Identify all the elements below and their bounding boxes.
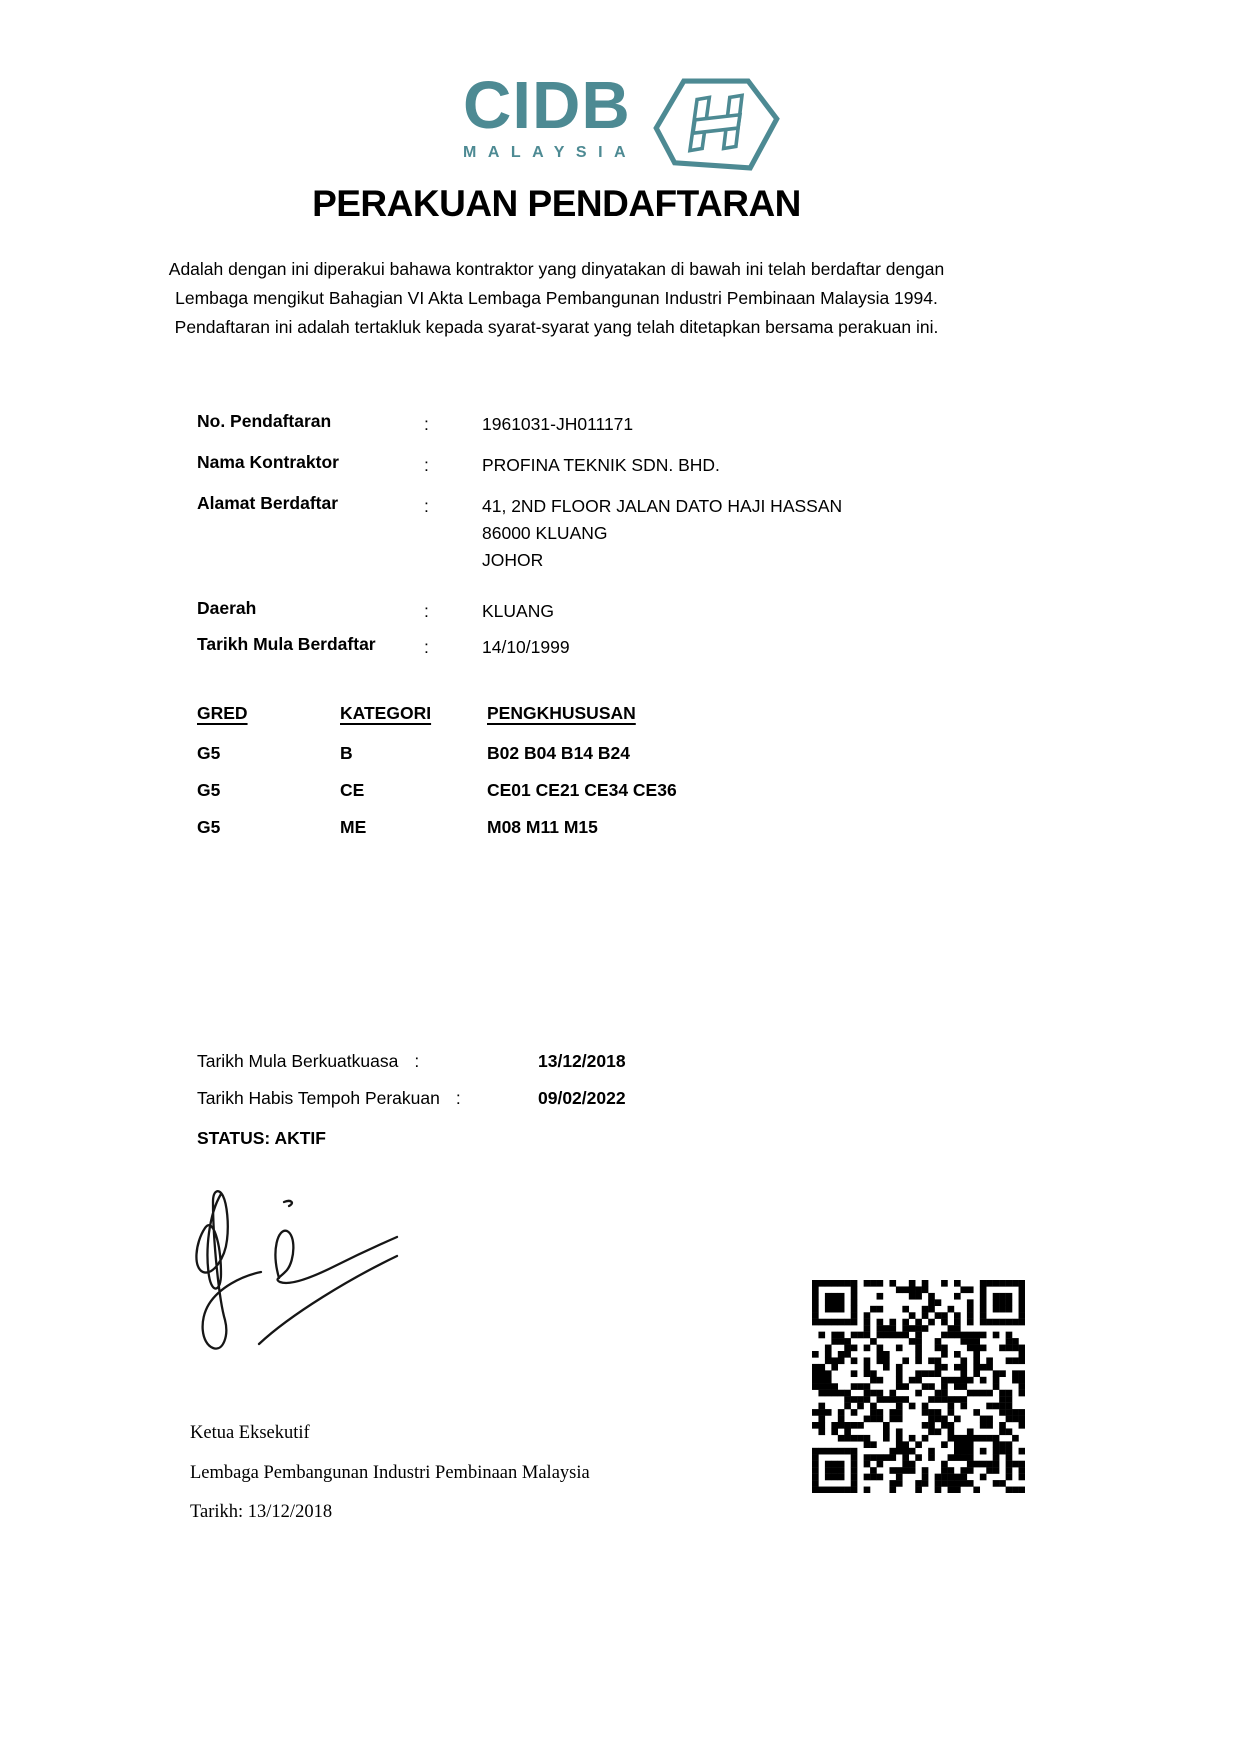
address-line: JOHOR — [482, 550, 544, 570]
cell-gred: G5 — [197, 743, 221, 763]
cell-pengkhususan: B02 B04 B14 B24 — [487, 743, 630, 763]
field-label: Tarikh Mula Berdaftar — [197, 634, 376, 654]
validity-label: Tarikh Mula Berkuatkuasa : — [197, 1051, 420, 1071]
validity-colon: : — [414, 1051, 420, 1071]
cell-kategori: ME — [340, 817, 367, 837]
field-colon: : — [424, 414, 429, 434]
intro-line: Lembaga mengikut Bahagian VI Akta Lembaga Pembangunan Industri Pembinaan Malaysia 1994. — [175, 288, 938, 308]
cell-pengkhususan: CE01 CE21 CE34 CE36 — [487, 780, 677, 800]
field-label: Daerah — [197, 598, 257, 618]
cidb-logo-text: CIDB — [463, 68, 631, 143]
intro-line: Pendaftaran ini adalah tertakluk kepada syarat-syarat yang telah ditetapkan bersama perakuan ini. — [174, 317, 939, 337]
field-value: 14/10/1999 — [482, 637, 570, 657]
cell-kategori: CE — [340, 780, 365, 800]
page-title: PERAKUAN PENDAFTARAN — [312, 183, 801, 224]
cidb-logo — [463, 68, 638, 161]
intro-line: Adalah dengan ini diperakui bahawa kontraktor yang dinyatakan di bawah ini telah berdaftar dengan — [168, 259, 945, 279]
status-line: STATUS: AKTIF — [197, 1128, 326, 1148]
field-value: KLUANG — [482, 601, 554, 621]
field-value: 1961031-JH011171 — [482, 414, 634, 434]
cidb-hexagon-icon — [653, 78, 781, 177]
field-label: Alamat Berdaftar — [197, 493, 339, 513]
field-colon: : — [424, 455, 429, 475]
qr-code — [812, 1280, 1025, 1493]
signer-title: Ketua Eksekutif — [190, 1423, 310, 1443]
column-header-kategori: KATEGORI — [340, 703, 432, 723]
column-header-pengkhususan: PENGKHUSUSAN — [487, 703, 636, 723]
field-colon: : — [424, 496, 429, 516]
intro-paragraph — [0, 255, 1113, 342]
issue-date: Tarikh: 13/12/2018 — [190, 1502, 333, 1522]
column-header-gred: GRED — [197, 703, 248, 723]
validity-value: 13/12/2018 — [538, 1051, 626, 1071]
validity-colon: : — [455, 1088, 461, 1108]
field-colon: : — [424, 637, 429, 657]
cell-gred: G5 — [197, 817, 221, 837]
address-line: 41, 2ND FLOOR JALAN DATO HAJI HASSAN — [482, 496, 843, 516]
cell-gred: G5 — [197, 780, 221, 800]
field-label: Nama Kontraktor — [197, 452, 339, 472]
address-line: 86000 KLUANG — [482, 523, 608, 543]
field-colon: : — [424, 601, 429, 621]
cidb-logo-subtext: MALAYSIA — [463, 144, 638, 161]
signature-image — [183, 1180, 418, 1372]
field-label: No. Pendaftaran — [197, 411, 332, 431]
organization-name: Lembaga Pembangunan Industri Pembinaan Malaysia — [190, 1463, 590, 1483]
validity-value: 09/02/2022 — [538, 1088, 626, 1108]
field-value — [482, 493, 842, 574]
validity-label: Tarikh Habis Tempoh Perakuan : — [197, 1088, 461, 1108]
cell-pengkhususan: M08 M11 M15 — [487, 817, 598, 837]
cell-kategori: B — [340, 743, 353, 763]
field-value: PROFINA TEKNIK SDN. BHD. — [482, 455, 720, 475]
